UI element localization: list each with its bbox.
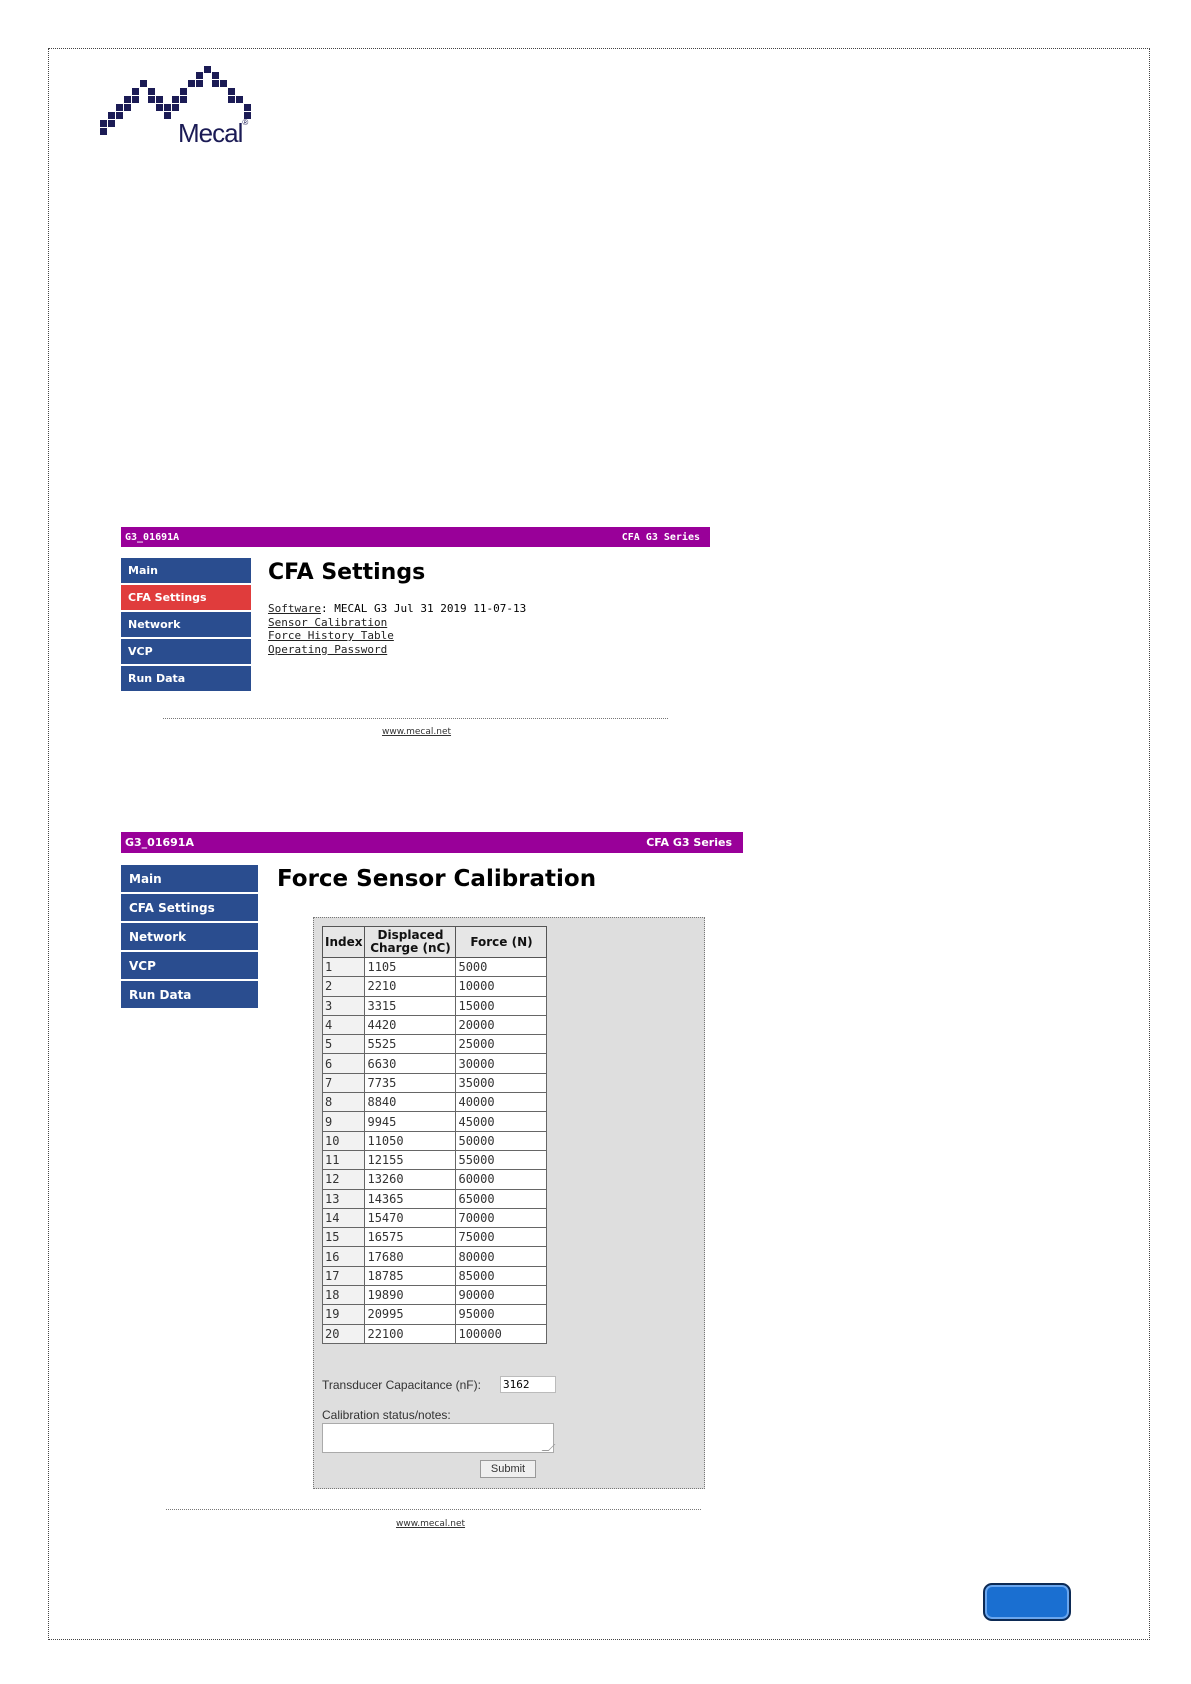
- force-input[interactable]: 50000: [456, 1131, 547, 1150]
- device-id: G3_01691A: [125, 531, 180, 543]
- charge-input[interactable]: 19890: [365, 1286, 456, 1305]
- charge-input[interactable]: 17680: [365, 1247, 456, 1266]
- row-index: 16: [323, 1247, 365, 1266]
- calibration-table: [322, 926, 547, 1344]
- charge-input[interactable]: 20995: [365, 1305, 456, 1324]
- table-row: [323, 1015, 547, 1034]
- blue-action-button[interactable]: [983, 1583, 1071, 1621]
- nav-item-cfa-settings[interactable]: CFA Settings: [121, 894, 258, 923]
- force-input[interactable]: 80000: [456, 1247, 547, 1266]
- force-input[interactable]: 25000: [456, 1035, 547, 1054]
- table-row: [323, 1228, 547, 1247]
- nav-item-run-data[interactable]: Run Data: [121, 981, 258, 1010]
- sidebar-nav: [121, 558, 251, 693]
- force-input[interactable]: 65000: [456, 1189, 547, 1208]
- row-index: 20: [323, 1324, 365, 1343]
- force-input[interactable]: 90000: [456, 1286, 547, 1305]
- force-input[interactable]: 70000: [456, 1208, 547, 1227]
- nav-item-cfa-settings[interactable]: CFA Settings: [121, 585, 251, 612]
- force-input[interactable]: 5000: [456, 958, 547, 977]
- row-index: 14: [323, 1208, 365, 1227]
- software-version: : MECAL G3 Jul 31 2019 11-07-13: [320, 602, 527, 615]
- table-row: [323, 1324, 547, 1343]
- calibration-rows: [323, 958, 547, 1344]
- nav-item-vcp[interactable]: VCP: [121, 639, 251, 666]
- calibration-form: [313, 917, 705, 1489]
- table-row: [323, 1266, 547, 1285]
- row-index: 13: [323, 1189, 365, 1208]
- row-index: 7: [323, 1073, 365, 1092]
- charge-input[interactable]: 2210: [365, 977, 456, 996]
- operating-password-link[interactable]: Operating Password: [268, 642, 388, 656]
- notes-label: Calibration status/notes:: [322, 1408, 451, 1422]
- table-row: [323, 1093, 547, 1112]
- nav-item-vcp[interactable]: VCP: [121, 952, 258, 981]
- capacitance-input[interactable]: 3162: [500, 1376, 556, 1393]
- table-row: [323, 1131, 547, 1150]
- row-index: 2: [323, 977, 365, 996]
- nav-item-main[interactable]: Main: [121, 558, 251, 585]
- force-input[interactable]: 100000: [456, 1324, 547, 1343]
- charge-input[interactable]: 4420: [365, 1015, 456, 1034]
- charge-input[interactable]: 11050: [365, 1131, 456, 1150]
- nav-item-run-data[interactable]: Run Data: [121, 666, 251, 693]
- column-header-charge: Displaced Charge (nC): [365, 927, 456, 958]
- row-index: 9: [323, 1112, 365, 1131]
- charge-input[interactable]: 15470: [365, 1208, 456, 1227]
- table-row: [323, 958, 547, 977]
- table-row: [323, 1208, 547, 1227]
- row-index: 18: [323, 1286, 365, 1305]
- table-row: [323, 1073, 547, 1092]
- table-row: [323, 1189, 547, 1208]
- series-name: CFA G3 Series: [621, 531, 700, 543]
- force-input[interactable]: 60000: [456, 1170, 547, 1189]
- charge-input[interactable]: 7735: [365, 1073, 456, 1092]
- footer-divider: [163, 718, 668, 719]
- mecal-website-link[interactable]: www.mecal.net: [382, 727, 452, 737]
- row-index: 10: [323, 1131, 365, 1150]
- submit-button[interactable]: Submit: [480, 1460, 536, 1478]
- force-input[interactable]: 45000: [456, 1112, 547, 1131]
- nav-item-network[interactable]: Network: [121, 923, 258, 952]
- charge-input[interactable]: 13260: [365, 1170, 456, 1189]
- table-row: [323, 1150, 547, 1169]
- force-input[interactable]: 75000: [456, 1228, 547, 1247]
- table-row: [323, 1286, 547, 1305]
- row-index: 12: [323, 1170, 365, 1189]
- charge-input[interactable]: 1105: [365, 958, 456, 977]
- software-link[interactable]: Software: [268, 602, 321, 615]
- row-index: 19: [323, 1305, 365, 1324]
- device-header-bar: [121, 832, 743, 853]
- sidebar-nav: [121, 865, 258, 1010]
- sensor-calibration-link[interactable]: Sensor Calibration: [268, 615, 388, 629]
- capacitance-label: Transducer Capacitance (nF):: [322, 1378, 481, 1392]
- column-header-force: Force (N): [456, 927, 547, 958]
- force-input[interactable]: 95000: [456, 1305, 547, 1324]
- table-row: [323, 1054, 547, 1073]
- charge-input[interactable]: 18785: [365, 1266, 456, 1285]
- table-row: [323, 1170, 547, 1189]
- series-name: CFA G3 Series: [646, 836, 732, 849]
- charge-input[interactable]: 14365: [365, 1189, 456, 1208]
- mecal-website-link[interactable]: www.mecal.net: [396, 1519, 466, 1529]
- row-index: 8: [323, 1093, 365, 1112]
- charge-input[interactable]: 22100: [365, 1324, 456, 1343]
- charge-input[interactable]: 3315: [365, 996, 456, 1015]
- device-id: G3_01691A: [125, 836, 194, 849]
- table-row: [323, 977, 547, 996]
- force-input[interactable]: 55000: [456, 1150, 547, 1169]
- logo-wordmark: Mecal®: [178, 118, 248, 148]
- table-row: [323, 1112, 547, 1131]
- nav-item-main[interactable]: Main: [121, 865, 258, 894]
- charge-input[interactable]: 9945: [365, 1112, 456, 1131]
- row-index: 11: [323, 1150, 365, 1169]
- table-row: [323, 996, 547, 1015]
- force-input[interactable]: 20000: [456, 1015, 547, 1034]
- row-index: 1: [323, 958, 365, 977]
- settings-links: [268, 602, 526, 656]
- page-title: CFA Settings: [268, 560, 426, 585]
- row-index: 6: [323, 1054, 365, 1073]
- row-index: 3: [323, 996, 365, 1015]
- force-input[interactable]: 15000: [456, 996, 547, 1015]
- force-input[interactable]: 35000: [456, 1073, 547, 1092]
- footer-divider: [166, 1509, 701, 1510]
- nav-item-network[interactable]: Network: [121, 612, 251, 639]
- charge-input[interactable]: 8840: [365, 1093, 456, 1112]
- page-title: Force Sensor Calibration: [277, 866, 597, 892]
- table-row: [323, 1247, 547, 1266]
- row-index: 5: [323, 1035, 365, 1054]
- force-input[interactable]: 30000: [456, 1054, 547, 1073]
- table-row: [323, 1035, 547, 1054]
- resize-grip-icon[interactable]: [542, 1444, 556, 1451]
- device-header-bar: [121, 527, 710, 547]
- row-index: 15: [323, 1228, 365, 1247]
- force-input[interactable]: 85000: [456, 1266, 547, 1285]
- charge-input[interactable]: 12155: [365, 1150, 456, 1169]
- notes-textarea[interactable]: [322, 1423, 554, 1453]
- force-history-link[interactable]: Force History Table: [268, 629, 394, 642]
- force-input[interactable]: 10000: [456, 977, 547, 996]
- charge-input[interactable]: 6630: [365, 1054, 456, 1073]
- force-input[interactable]: 40000: [456, 1093, 547, 1112]
- column-header-index: Index: [323, 927, 365, 958]
- row-index: 17: [323, 1266, 365, 1285]
- charge-input[interactable]: 5525: [365, 1035, 456, 1054]
- charge-input[interactable]: 16575: [365, 1228, 456, 1247]
- table-row: [323, 1305, 547, 1324]
- row-index: 4: [323, 1015, 365, 1034]
